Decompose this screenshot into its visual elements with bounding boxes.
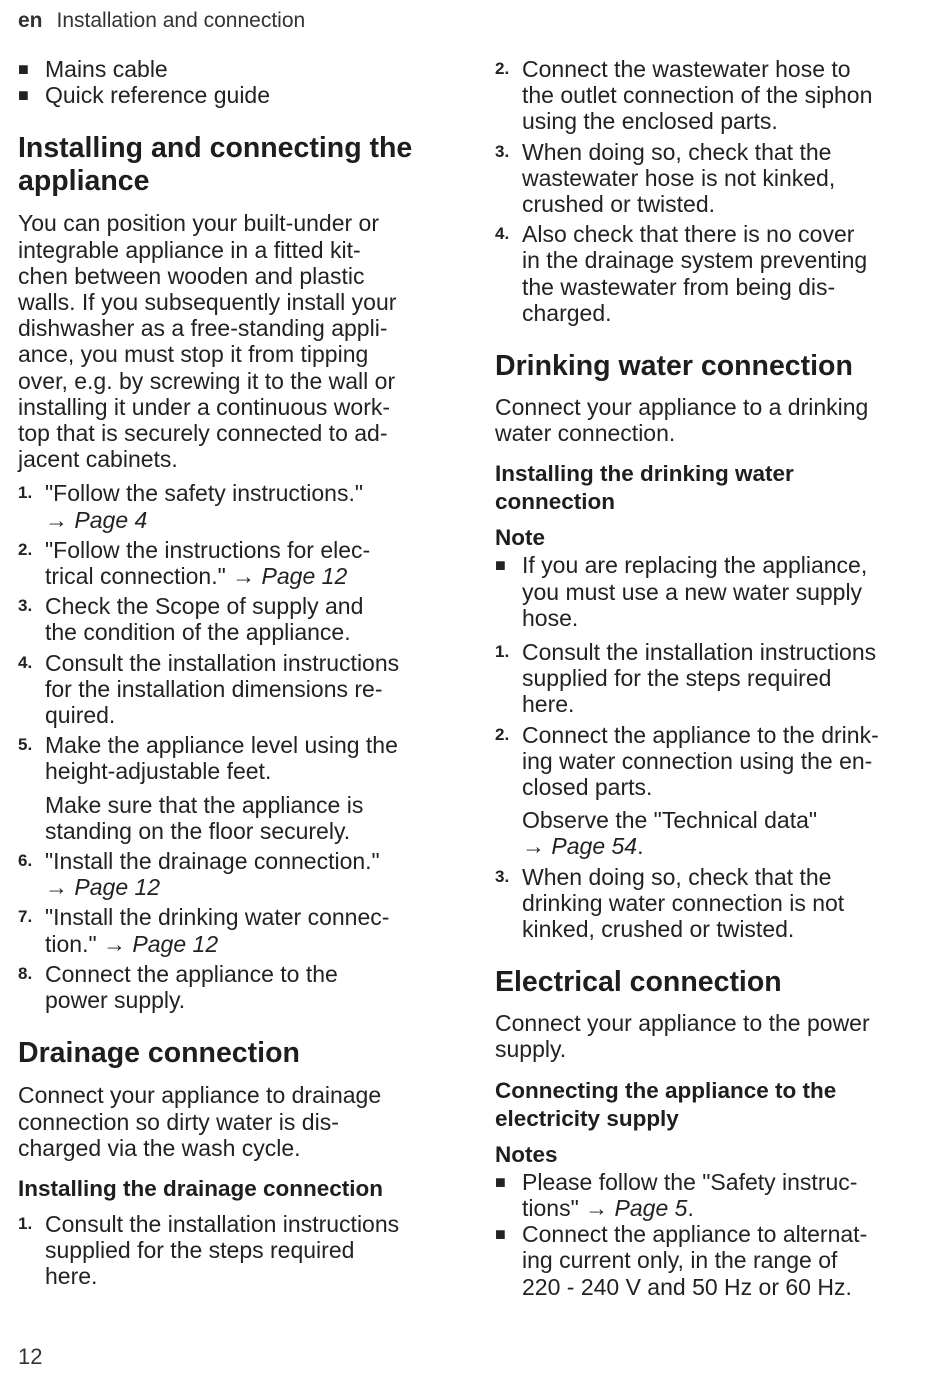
heading-drinking-water: Drinking water connection (495, 350, 853, 383)
arrow-icon: → (232, 563, 256, 590)
bullet-icon: ■ (495, 555, 506, 576)
right-column (495, 56, 927, 1300)
step-item: 6. "Install the drainage connection." → Page 12 (18, 848, 380, 901)
drainage-intro: Connect your appliance to drainage connection so dirty water is dis- charged via the wash cycle. (18, 1082, 382, 1161)
note-item: ■ Please follow the "Safety instruc- tions" → Page 5. (495, 1168, 858, 1221)
section-title: Installation and connection (56, 9, 306, 32)
step-item: 2. Connect the appliance to the drink- ing water connection using the en- closed parts. Observe the "Technical data" → Page 54. (495, 721, 879, 860)
step-item: 8. Connect the appliance to the power supply. (18, 960, 338, 1014)
language-code: en (18, 9, 43, 32)
step-item: 1. "Follow the safety instructions." → Page 4 (18, 480, 364, 533)
heading-electrical: Electrical connection (495, 966, 782, 999)
list-item: ■ Mains cable (18, 56, 168, 82)
step-item: 3. Check the Scope of supply and the condition of the appliance. (18, 593, 364, 646)
note-item: ■ If you are replacing the appliance, you must use a new water supply hose. (495, 552, 868, 631)
electrical-intro: Connect your appliance to the power supply. (495, 1010, 870, 1063)
step-item: 1. Consult the installation instructions supplied for the steps required here. (18, 1210, 400, 1290)
step-item: 7. "Install the drinking water connec- tion." → Page 12 (18, 904, 390, 957)
step-item: 4. Also check that there is no cover in the drainage system preventing the wastewater from being dis- charged. (495, 221, 868, 326)
page-number: 12 (18, 1344, 43, 1369)
step-item: 2. Connect the wastewater hose to the outlet connection of the siphon using the enclosed parts. (495, 56, 873, 135)
note-label: Note (495, 525, 545, 551)
heading-installing: Installing and connecting the appliance (18, 132, 413, 198)
bullet-icon: ■ (18, 59, 29, 79)
step-item: 4. Consult the installation instructions for the installation dimensions re- quired. (18, 649, 400, 729)
note-item: ■ Connect the appliance to alternat- ing current only, in the range of 220 - 240 V and 50 Hz or 60 Hz. (495, 1221, 868, 1300)
page-reference[interactable]: Page 4 (74, 506, 148, 533)
bullet-icon: ■ (495, 1224, 506, 1245)
heading-drainage: Drainage connection (18, 1037, 300, 1070)
notes-label: Notes (495, 1141, 558, 1167)
subheading-drainage: Installing the drainage connection (18, 1175, 384, 1201)
page-reference[interactable]: Page 5 (614, 1194, 688, 1221)
install-intro: You can position your built-under or integrable appliance in a fitted kit- chen between wooden and plastic walls. If you subsequently install your dishwasher as a free-standing appli- ance, you must stop it from tipping over, e.g. by screwing it to the wall or installing it under a continuous work- top that is securely connected to ad- jacent cabinets. (18, 210, 397, 473)
step-item: 1. Consult the installation instructions supplied for the steps required here. (495, 639, 877, 718)
page-reference[interactable]: Page 12 (261, 563, 348, 590)
arrow-icon: → (45, 874, 68, 901)
left-column (18, 56, 446, 1290)
step-item: 3. When doing so, check that the drinking water connection is not kinked, crushed or twisted. (495, 863, 845, 943)
arrow-icon: → (522, 833, 545, 860)
arrow-icon: → (45, 506, 68, 533)
page-reference[interactable]: Page 12 (132, 930, 219, 957)
bullet-icon: ■ (495, 1171, 506, 1192)
arrow-icon: → (585, 1194, 609, 1221)
step-item: 5. Make the appliance level using the height-adjustable feet. Make sure that the appliance is standing on the floor securely. (18, 732, 398, 844)
running-header (18, 9, 305, 33)
subheading-electrical: Connecting the appliance to the electricity supply (495, 1077, 837, 1131)
step-item: 3. When doing so, check that the wastewater hose is not kinked, crushed or twisted. (495, 138, 836, 218)
page-reference[interactable]: Page 12 (74, 874, 161, 901)
drinking-intro: Connect your appliance to a drinking water connection. (495, 394, 869, 447)
step-item: 2. "Follow the instructions for elec- trical connection." → Page 12 (18, 536, 371, 590)
page-reference[interactable]: Page 54 (551, 833, 638, 860)
subheading-drinking: Installing the drinking water connection (495, 461, 794, 515)
list-item: ■ Quick reference guide (18, 82, 271, 109)
bullet-icon: ■ (18, 85, 29, 106)
arrow-icon: → (103, 930, 127, 957)
